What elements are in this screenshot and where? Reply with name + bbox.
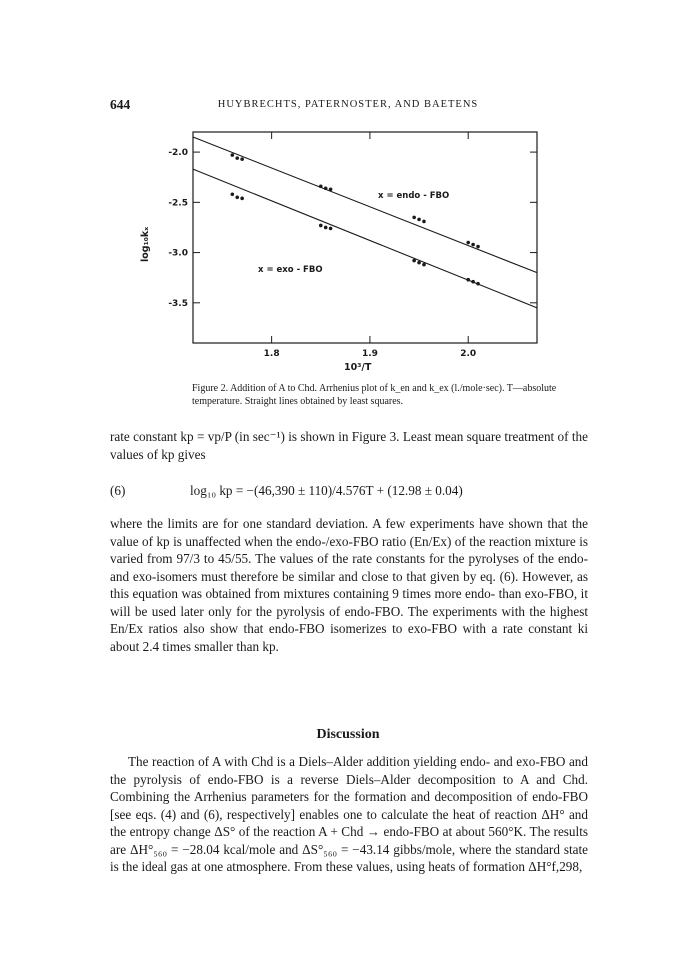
paragraph-standard-deviation: where the limits are for one standard deviation. A few experiments have shown that the value of kp is unaffected when the endo-/exo-FBO ratio (En/Ex) of the reaction mixture is varied from 97/3 to 45/55. The values of the rate constants for the pyrolyses of the endo- and exo-isomers must therefore be similar and close to that given by eq. (6). However, as this equation was obtained from mixtures containing 9 times more endo- than exo-FBO, it will be used later only for the pyrolysis of endo-FBO. The experiments with the highest En/Ex ratios also show that endo-FBO isomerizes to exo-FBO with a rate constant ki about 2.4 times smaller than kp. bbox=[110, 516, 588, 654]
paragraph-discussion: The reaction of A with Chd is a Diels–Alder addition yielding endo- and exo-FBO and the pyrolysis of endo-FBO is a reverse Diels–Alder decomposition to A and Chd. Combining the Arrhenius parameters for the formation and decomposition of endo-FBO [see eqs. (4) and (6), respectively] enables one to calculate the heat of reaction ΔH° and the entropy change ΔS° of the reaction A + Chd → endo-FBO at about 560°K. The results are ΔH°₅₆₀ = −28.04 kcal/mole and ΔS°₅₆₀ = −43.14 gibbs/mole, where the standard state is the ideal gas at one atmosphere. From these values, using heats of formation ΔH°f,298, bbox=[110, 754, 588, 874]
data-point-1-8 bbox=[422, 263, 426, 267]
data-point-1-9 bbox=[466, 278, 470, 282]
data-point-1-7 bbox=[417, 261, 421, 265]
equation-number: (6) bbox=[110, 483, 126, 498]
data-point-0-10 bbox=[471, 243, 475, 247]
y-tick-label-2: -3.0 bbox=[168, 248, 188, 259]
data-point-0-7 bbox=[417, 218, 421, 222]
x-tick-label-0: 1.8 bbox=[263, 349, 280, 359]
data-point-0-1 bbox=[235, 156, 239, 160]
y-tick-label-1: -2.5 bbox=[168, 198, 188, 209]
equation-expression: log₁₀ kp = −(46,390 ± 110)/4.576T + (12.98 ± 0.04) bbox=[190, 483, 463, 498]
data-point-1-3 bbox=[319, 224, 323, 228]
x-axis-label: 10³/T bbox=[344, 362, 372, 373]
data-point-0-6 bbox=[412, 216, 416, 220]
figure-caption-text: Addition of A to Chd. Arrhenius plot of k_en and k_ex (l./mole·sec). T—absolute temperature. Straight lines obtained by least squares. bbox=[192, 383, 557, 407]
x-tick-label-1: 1.9 bbox=[361, 349, 378, 359]
fit-line-0 bbox=[193, 137, 537, 273]
data-point-0-8 bbox=[422, 220, 426, 224]
curve-label-endo: x = endo - FBO bbox=[378, 191, 450, 201]
y-tick-label-0: -2.0 bbox=[168, 148, 188, 159]
data-point-1-1 bbox=[235, 196, 239, 200]
data-point-1-0 bbox=[231, 192, 235, 196]
running-head: HUYBRECHTS, PATERNOSTER, AND BAETENS bbox=[217, 99, 479, 110]
fit-lines bbox=[193, 137, 537, 308]
data-point-0-5 bbox=[329, 187, 333, 191]
y-axis-label: log₁₀kₓ bbox=[140, 226, 151, 262]
data-point-0-2 bbox=[240, 157, 244, 161]
paragraph-rate-constant: rate constant kp = vp/P (in sec⁻¹) is shown in Figure 3. Least mean square treatment of the values of kp gives bbox=[110, 429, 588, 462]
figure-caption bbox=[192, 382, 572, 408]
data-point-1-5 bbox=[329, 227, 333, 231]
tick-labels bbox=[168, 148, 476, 359]
x-tick-label-2: 2.0 bbox=[460, 349, 477, 359]
data-point-0-11 bbox=[476, 245, 480, 249]
data-point-1-10 bbox=[471, 280, 475, 284]
plot-frame bbox=[193, 132, 537, 343]
data-point-1-4 bbox=[324, 226, 328, 230]
curve-label-exo: x = exo - FBO bbox=[258, 265, 323, 275]
data-point-1-2 bbox=[240, 197, 244, 201]
data-point-1-11 bbox=[476, 282, 480, 286]
figure-caption-label: Figure 2. bbox=[192, 383, 229, 394]
page-number: 644 bbox=[110, 97, 131, 112]
data-point-0-4 bbox=[324, 186, 328, 190]
axis-ticks bbox=[193, 132, 537, 343]
data-point-0-0 bbox=[231, 153, 235, 157]
data-point-0-9 bbox=[466, 241, 470, 245]
arrhenius-plot bbox=[0, 0, 696, 380]
y-tick-label-3: -3.5 bbox=[168, 298, 188, 309]
section-heading: Discussion bbox=[316, 727, 380, 742]
fit-line-1 bbox=[193, 169, 537, 308]
data-point-1-6 bbox=[412, 259, 416, 263]
data-point-0-3 bbox=[319, 184, 323, 188]
